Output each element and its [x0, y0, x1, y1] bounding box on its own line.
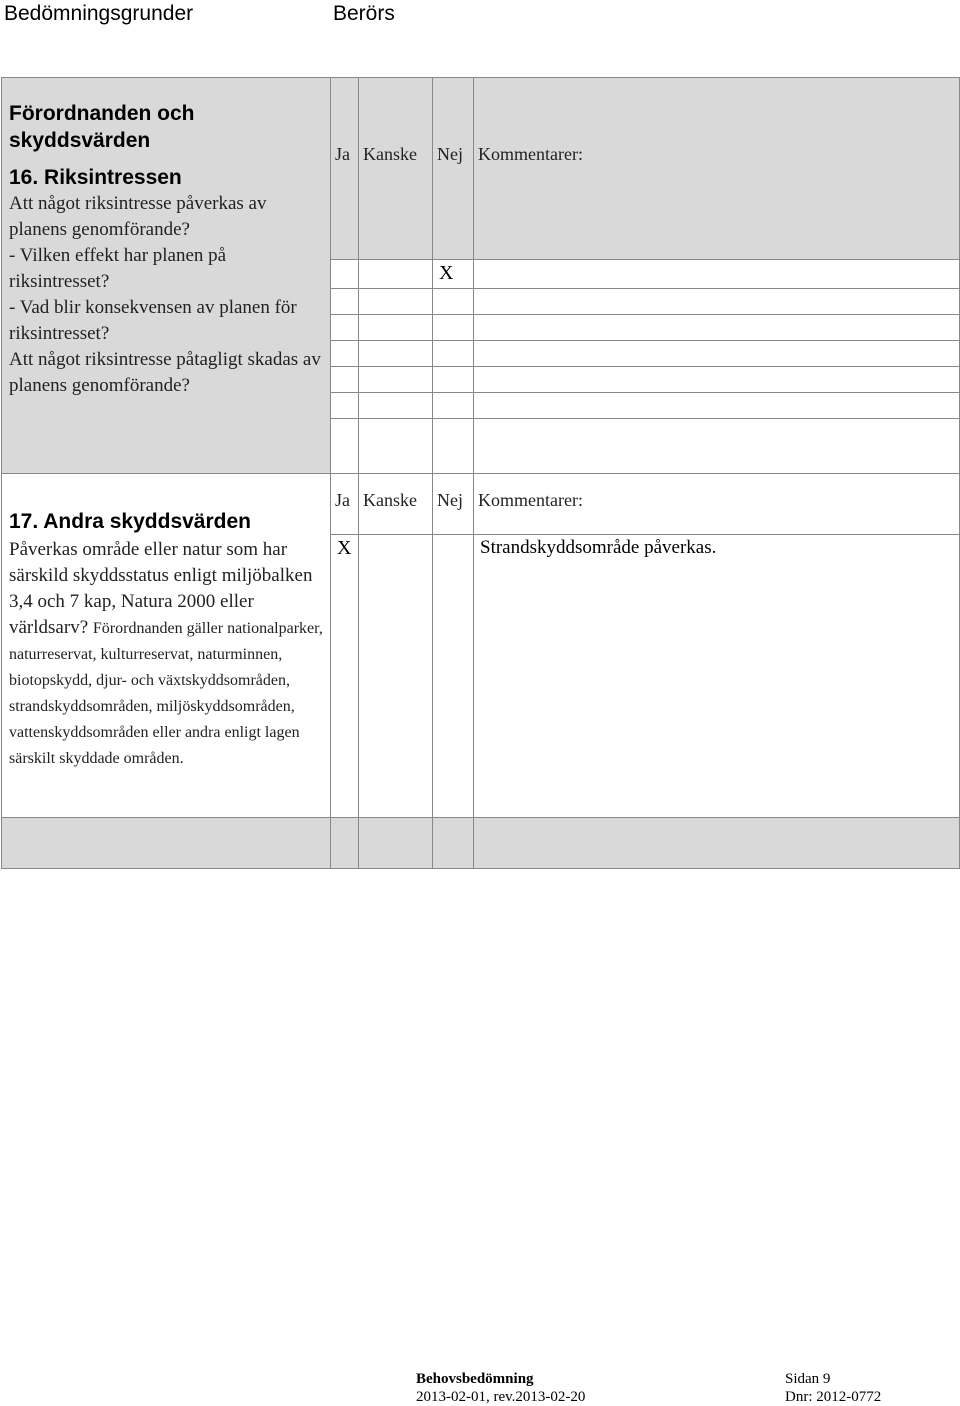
blank-cell — [474, 818, 960, 869]
blank-cell[interactable] — [359, 367, 433, 393]
q16-ja-cell[interactable] — [331, 260, 359, 289]
blank-cell[interactable] — [359, 315, 433, 341]
q17-col-kommentar: Kommentarer: — [474, 474, 960, 535]
blank-cell[interactable] — [433, 367, 474, 393]
q17-comment-cell[interactable]: Strandskyddsområde påverkas. — [474, 535, 960, 818]
blank-cell — [331, 818, 359, 869]
q17-ja-cell[interactable]: X — [331, 535, 359, 818]
footer-dnr: Dnr: 2012-0772 — [785, 1389, 882, 1405]
blank-cell[interactable] — [359, 289, 433, 315]
blank-cell[interactable] — [474, 289, 960, 315]
q16-col-kommentar: Kommentarer: — [474, 78, 960, 260]
q16-line-2: - Vilken effekt har planen på riksintresset? — [9, 245, 227, 292]
blank-cell[interactable] — [331, 315, 359, 341]
blank-cell[interactable] — [474, 315, 960, 341]
q16-header-row — [2, 78, 960, 260]
blank-cell[interactable] — [433, 393, 474, 419]
q17-header-row — [2, 474, 960, 535]
q16-question-cell — [2, 78, 331, 474]
blank-cell[interactable] — [359, 419, 433, 474]
q17-col-ja: Ja — [331, 474, 359, 535]
q16-kanske-cell[interactable] — [359, 260, 433, 289]
footer-doc-title: Behovsbedömning — [416, 1371, 534, 1387]
q16-col-kanske: Kanske — [359, 78, 433, 260]
blank-cell[interactable] — [474, 393, 960, 419]
footer-dates: 2013-02-01, rev.2013-02-20 — [416, 1389, 586, 1405]
section-heading: Förordnanden och skyddsvärden — [9, 102, 195, 152]
q16-comment-cell[interactable] — [474, 260, 960, 289]
blank-cell[interactable] — [474, 341, 960, 367]
q16-title: 16. Riksintressen — [9, 166, 182, 189]
blank-cell[interactable] — [433, 419, 474, 474]
blank-cell[interactable] — [331, 289, 359, 315]
blank-cell[interactable] — [331, 341, 359, 367]
blank-cell[interactable] — [474, 367, 960, 393]
blank-cell — [359, 818, 433, 869]
assessment-table — [1, 77, 960, 869]
q17-text: Påverkas område eller natur som har särskild skyddsstatus enligt miljöbalken 3,4 och 7 kap, Natura 2000 eller världsarv? — [9, 539, 313, 638]
q16-line-4: Att något riksintresse påtagligt skadas av planens genomförande? — [9, 349, 321, 396]
blank-cell[interactable] — [331, 367, 359, 393]
q17-title: 17. Andra skyddsvärden — [9, 510, 251, 533]
q16-col-nej: Nej — [433, 78, 474, 260]
q17-col-kanske: Kanske — [359, 474, 433, 535]
q17-kanske-cell[interactable] — [359, 535, 433, 818]
header-affected: Berörs — [333, 2, 395, 25]
blank-cell[interactable] — [331, 393, 359, 419]
blank-cell[interactable] — [433, 341, 474, 367]
blank-cell[interactable] — [474, 419, 960, 474]
header-assessment-basis: Bedömningsgrunder — [4, 2, 194, 25]
blank-cell[interactable] — [359, 341, 433, 367]
q16-nej-cell[interactable]: X — [433, 260, 474, 289]
blank-cell[interactable] — [331, 419, 359, 474]
q17-note: Förordnanden gäller nationalparker, naturreservat, kulturreservat, naturminnen, biotopskydd, djur- och växtskyddsområden, strandskyddsområden, miljöskyddsområden, vattenskyddsområden eller andra enligt lagen särskilt skyddade områden. — [9, 620, 323, 767]
table-footer-row — [2, 818, 960, 869]
q16-line-1: Att något riksintresse påverkas av planens genomförande? — [9, 193, 267, 240]
q17-question-cell — [2, 474, 331, 818]
q16-col-ja: Ja — [331, 78, 359, 260]
blank-cell — [433, 818, 474, 869]
q16-line-3: - Vad blir konsekvensen av planen för riksintresset? — [9, 297, 297, 344]
footer-page: Sidan 9 — [785, 1371, 831, 1387]
q17-nej-cell[interactable] — [433, 535, 474, 818]
blank-cell[interactable] — [433, 315, 474, 341]
q17-col-nej: Nej — [433, 474, 474, 535]
blank-cell[interactable] — [359, 393, 433, 419]
blank-cell[interactable] — [433, 289, 474, 315]
blank-cell — [2, 818, 331, 869]
